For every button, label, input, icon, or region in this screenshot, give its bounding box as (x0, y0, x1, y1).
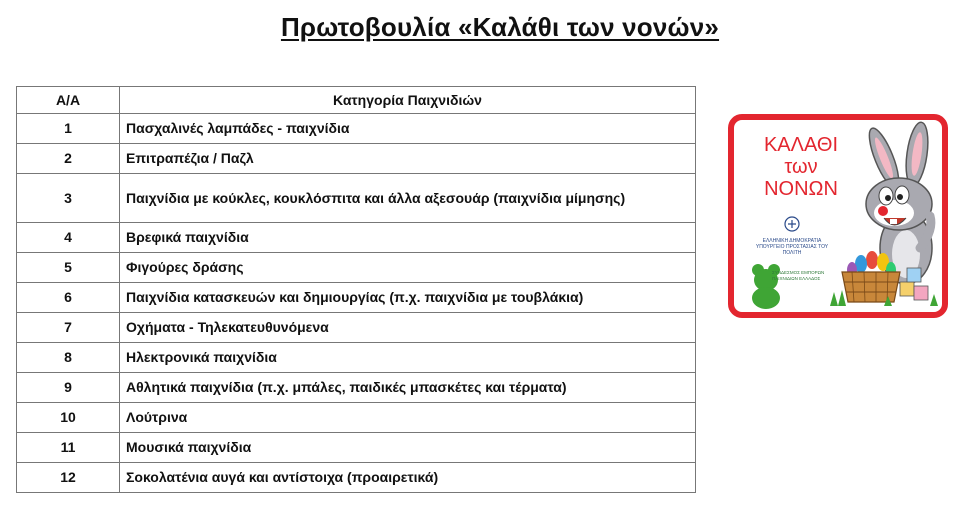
association-caption: ΣΥΝΔΕΣΜΟΣ ΕΜΠΟΡΩΝ ΠΑΙΧΝΙΔΙΩΝ ΕΛΛΑΔΟΣ (772, 270, 825, 281)
row-number: 7 (17, 313, 120, 343)
table-row (17, 313, 696, 343)
header-number: Α/Α (17, 87, 120, 114)
ministry-emblem-icon (785, 217, 799, 231)
table-row (17, 373, 696, 403)
ministry-caption: ΕΛΛΗΝΙΚΗ ΔΗΜΟΚΡΑΤΙΑ ΥΠΟΥΡΓΕΙΟ ΠΡΟΣΤΑΣΙΑΣ ΤΟΥ ΠΟΛΙΤΗ (755, 238, 829, 256)
table-row (17, 174, 696, 223)
row-category: Παιχνίδια κατασκευών και δημιουργίας (π.χ. παιχνίδια με τουβλάκια) (120, 283, 696, 313)
table-row (17, 463, 696, 493)
table-row (17, 283, 696, 313)
row-number: 9 (17, 373, 120, 403)
row-category: Αθλητικά παιχνίδια (π.χ. μπάλες, παιδικές μπασκέτες και τέρματα) (120, 373, 696, 403)
row-category: Παιχνίδια με κούκλες, κουκλόσπιτα και άλλα αξεσουάρ (παιχνίδια μίμησης) (120, 174, 696, 223)
row-number: 3 (17, 174, 120, 223)
table-row (17, 403, 696, 433)
table-row (17, 433, 696, 463)
logo-title-line1: ΚΑΛΑΘΙ (763, 134, 839, 156)
row-number: 10 (17, 403, 120, 433)
table-row (17, 144, 696, 174)
row-category: Οχήματα - Τηλεκατευθυνόμενα (120, 313, 696, 343)
table-row (17, 114, 696, 144)
row-number: 2 (17, 144, 120, 174)
row-number: 12 (17, 463, 120, 493)
row-number: 5 (17, 253, 120, 283)
row-category: Ηλεκτρονικά παιχνίδια (120, 343, 696, 373)
table-header-row (17, 87, 696, 114)
page-title: Πρωτοβουλία «Καλάθι των νονών» (280, 12, 720, 42)
row-category: Σοκολατένια αυγά και αντίστοιχα (προαιρετικά) (120, 463, 696, 493)
row-number: 4 (17, 223, 120, 253)
table-row (17, 253, 696, 283)
row-category: Φιγούρες δράσης (120, 253, 696, 283)
row-category: Βρεφικά παιχνίδια (120, 223, 696, 253)
bunny-head-icon (866, 178, 932, 230)
row-category: Πασχαλινές λαμπάδες - παιχνίδια (120, 114, 696, 144)
row-number: 6 (17, 283, 120, 313)
row-category: Επιτραπέζια / Παζλ (120, 144, 696, 174)
toy-categories-table (16, 86, 696, 493)
row-number: 8 (17, 343, 120, 373)
row-number: 11 (17, 433, 120, 463)
table-row (17, 343, 696, 373)
row-category: Λούτρινα (120, 403, 696, 433)
logo-title-line2: των ΝΟΝΩΝ (764, 156, 838, 200)
row-category: Μουσικά παιχνίδια (120, 433, 696, 463)
table-row (17, 223, 696, 253)
easter-bunny-illustration (734, 120, 942, 312)
kalathi-ton-nonon-logo (728, 114, 948, 318)
header-category: Κατηγορία Παιχνιδιών (120, 87, 696, 114)
row-number: 1 (17, 114, 120, 144)
